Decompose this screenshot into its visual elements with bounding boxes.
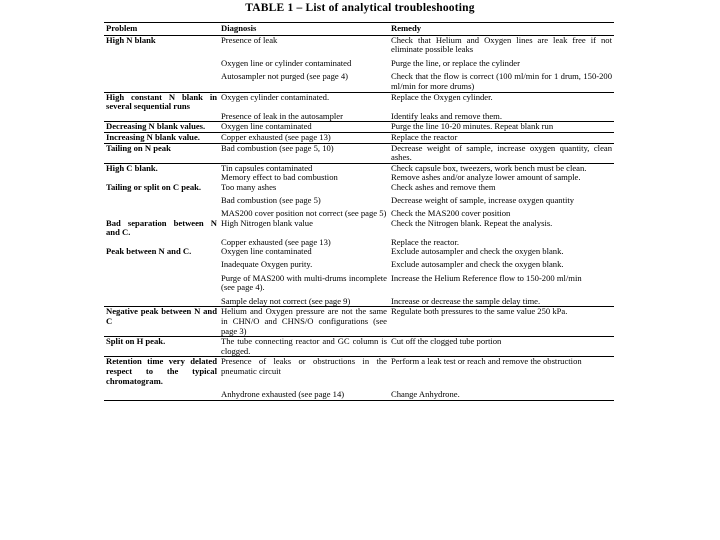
remedy-cell: Check the MAS200 cover position (391, 208, 511, 219)
table-row (104, 132, 614, 143)
table-row (104, 219, 614, 238)
diagnosis-cell: MAS200 cover position not correct (see page 5) (221, 208, 387, 219)
table-row (104, 357, 614, 386)
table-row (104, 337, 614, 357)
problem-cell: Tailing or split on C peak. (106, 181, 202, 192)
diagnosis-cell: Tin capsules contaminated (219, 163, 389, 173)
problem-cell: Increasing N blank value. (104, 132, 219, 143)
diagnosis-cell: The tube connecting reactor and GC column is clogged. (221, 336, 387, 356)
diagnosis-cell: Autosampler not purged (see page 4) (221, 71, 349, 82)
table-row (104, 68, 614, 92)
problem-cell: Negative peak between N and C (104, 307, 219, 337)
remedy-cell: Change Anhydrone. (389, 386, 614, 400)
remedy-cell: Replace the Oxygen cylinder. (389, 92, 614, 112)
diagnosis-cell: Copper exhausted (see page 13) (219, 132, 389, 143)
table-row (104, 143, 614, 163)
table-row (104, 257, 614, 270)
diagnosis-cell: Anhydrone exhausted (see page 14) (219, 386, 389, 400)
problem-cell (104, 193, 219, 206)
remedy-cell: Check capsule box, tweezers, work bench must be clean. (389, 163, 614, 173)
problem-cell (104, 270, 219, 293)
remedy-cell: Regulate both pressures to the same value 250 kPa. (389, 307, 614, 337)
header-diagnosis: Diagnosis (219, 23, 389, 36)
remedy-cell: Increase the Helium Reference flow to 150-200 ml/min (391, 272, 582, 283)
problem-cell (104, 257, 219, 270)
table-title: TABLE 1 – List of analytical troubleshooting (245, 2, 475, 14)
table-row (104, 293, 614, 307)
remedy-cell: Perform a leak test or reach and remove the obstruction (389, 357, 614, 386)
problem-cell (104, 112, 219, 122)
problem-cell (104, 205, 219, 219)
diagnosis-cell: Presence of leak (219, 35, 389, 55)
troubleshooting-table (104, 22, 614, 401)
diagnosis-cell: Oxygen cylinder contaminated. (219, 92, 389, 112)
diagnosis-cell: Presence of leaks or obstructions in the pneumatic circuit (219, 357, 389, 386)
diagnosis-cell: Oxygen line contaminated (219, 122, 389, 133)
problem-cell: High constant N blank in several sequential runs (106, 91, 217, 112)
header-remedy: Remedy (389, 23, 614, 36)
table-row (104, 92, 614, 112)
diagnosis-cell: Memory effect to bad combustion (221, 172, 338, 183)
remedy-cell: Decrease weight of sample, increase oxygen quantity (391, 194, 575, 205)
table-row (104, 193, 614, 206)
table-row (104, 122, 614, 133)
table-row (104, 270, 614, 293)
diagnosis-cell: Helium and Oxygen pressure are not the same in CHN/O and CHNS/O configurations (see page 3) (221, 306, 387, 336)
diagnosis-cell: Copper exhausted (see page 13) (221, 236, 331, 247)
problem-cell: Tailing on N peak (104, 143, 219, 163)
remedy-cell: Increase or decrease the sample delay time. (391, 295, 541, 306)
diagnosis-cell: Oxygen line or cylinder contaminated (221, 57, 352, 68)
table-row (104, 247, 614, 257)
problem-cell: High N blank (104, 35, 219, 55)
remedy-cell: Check the Nitrogen blank. Repeat the analysis. (391, 217, 553, 228)
remedy-cell: Purge the line, or replace the cylinder (391, 57, 520, 68)
remedy-cell: Cut off the clogged tube portion (389, 337, 614, 357)
remedy-cell: Identify leaks and remove them. (391, 110, 502, 121)
problem-cell (104, 386, 219, 400)
diagnosis-cell: Bad combustion (see page 5) (221, 194, 321, 205)
remedy-cell: Exclude autosampler and check the oxygen blank. (391, 259, 564, 270)
table-row (104, 183, 614, 193)
remedy-cell: Replace the reactor. (391, 236, 459, 247)
remedy-cell: Decrease weight of sample, increase oxygen quantity, clean ashes. (391, 142, 612, 163)
problem-cell (104, 293, 219, 307)
table-row (104, 112, 614, 122)
remedy-cell: Replace the reactor (389, 132, 614, 143)
table-row (104, 307, 614, 337)
problem-cell: Decreasing N blank values. (104, 122, 219, 133)
remedy-cell: Check that Helium and Oxygen lines are leak free if not eliminate possible leaks (391, 34, 612, 55)
problem-cell: Peak between N and C. (106, 246, 192, 257)
diagnosis-cell: High Nitrogen blank value (221, 217, 313, 228)
remedy-cell: Check ashes and remove them (391, 181, 496, 192)
remedy-cell: Remove ashes and/or analyze lower amount of sample. (391, 172, 581, 183)
problem-cell (104, 68, 219, 92)
remedy-cell: Check that the flow is correct (100 ml/min for 1 drum, 150-200 ml/min for more drums) (391, 71, 612, 91)
diagnosis-cell: Sample delay not correct (see page 9) (221, 295, 351, 306)
problem-cell: Bad separation between N and C. (106, 217, 217, 238)
problem-cell: High C blank. (104, 163, 219, 173)
problem-cell: Retention time very delated respect to the typical chromatogram. (106, 356, 217, 386)
diagnosis-cell: Inadequate Oxygen purity. (221, 259, 313, 270)
table-row (104, 205, 614, 219)
problem-cell (104, 55, 219, 69)
diagnosis-cell: Presence of leak in the autosampler (221, 110, 343, 121)
table-row (104, 55, 614, 69)
remedy-cell: Purge the line 10-20 minutes. Repeat blank run (389, 122, 614, 133)
header-problem: Problem (104, 23, 219, 36)
remedy-cell: Exclude autosampler and check the oxygen blank. (391, 246, 564, 257)
diagnosis-cell: Bad combustion (see page 5, 10) (219, 143, 389, 163)
table-row (104, 386, 614, 400)
diagnosis-cell: Purge of MAS200 with multi-drums incomplete (see page 4). (221, 272, 387, 293)
table-row (104, 35, 614, 55)
table-header-row (104, 23, 614, 36)
diagnosis-cell: Too many ashes (221, 181, 277, 192)
problem-cell: Split on H peak. (104, 337, 219, 357)
diagnosis-cell: Oxygen line contaminated (221, 246, 312, 257)
